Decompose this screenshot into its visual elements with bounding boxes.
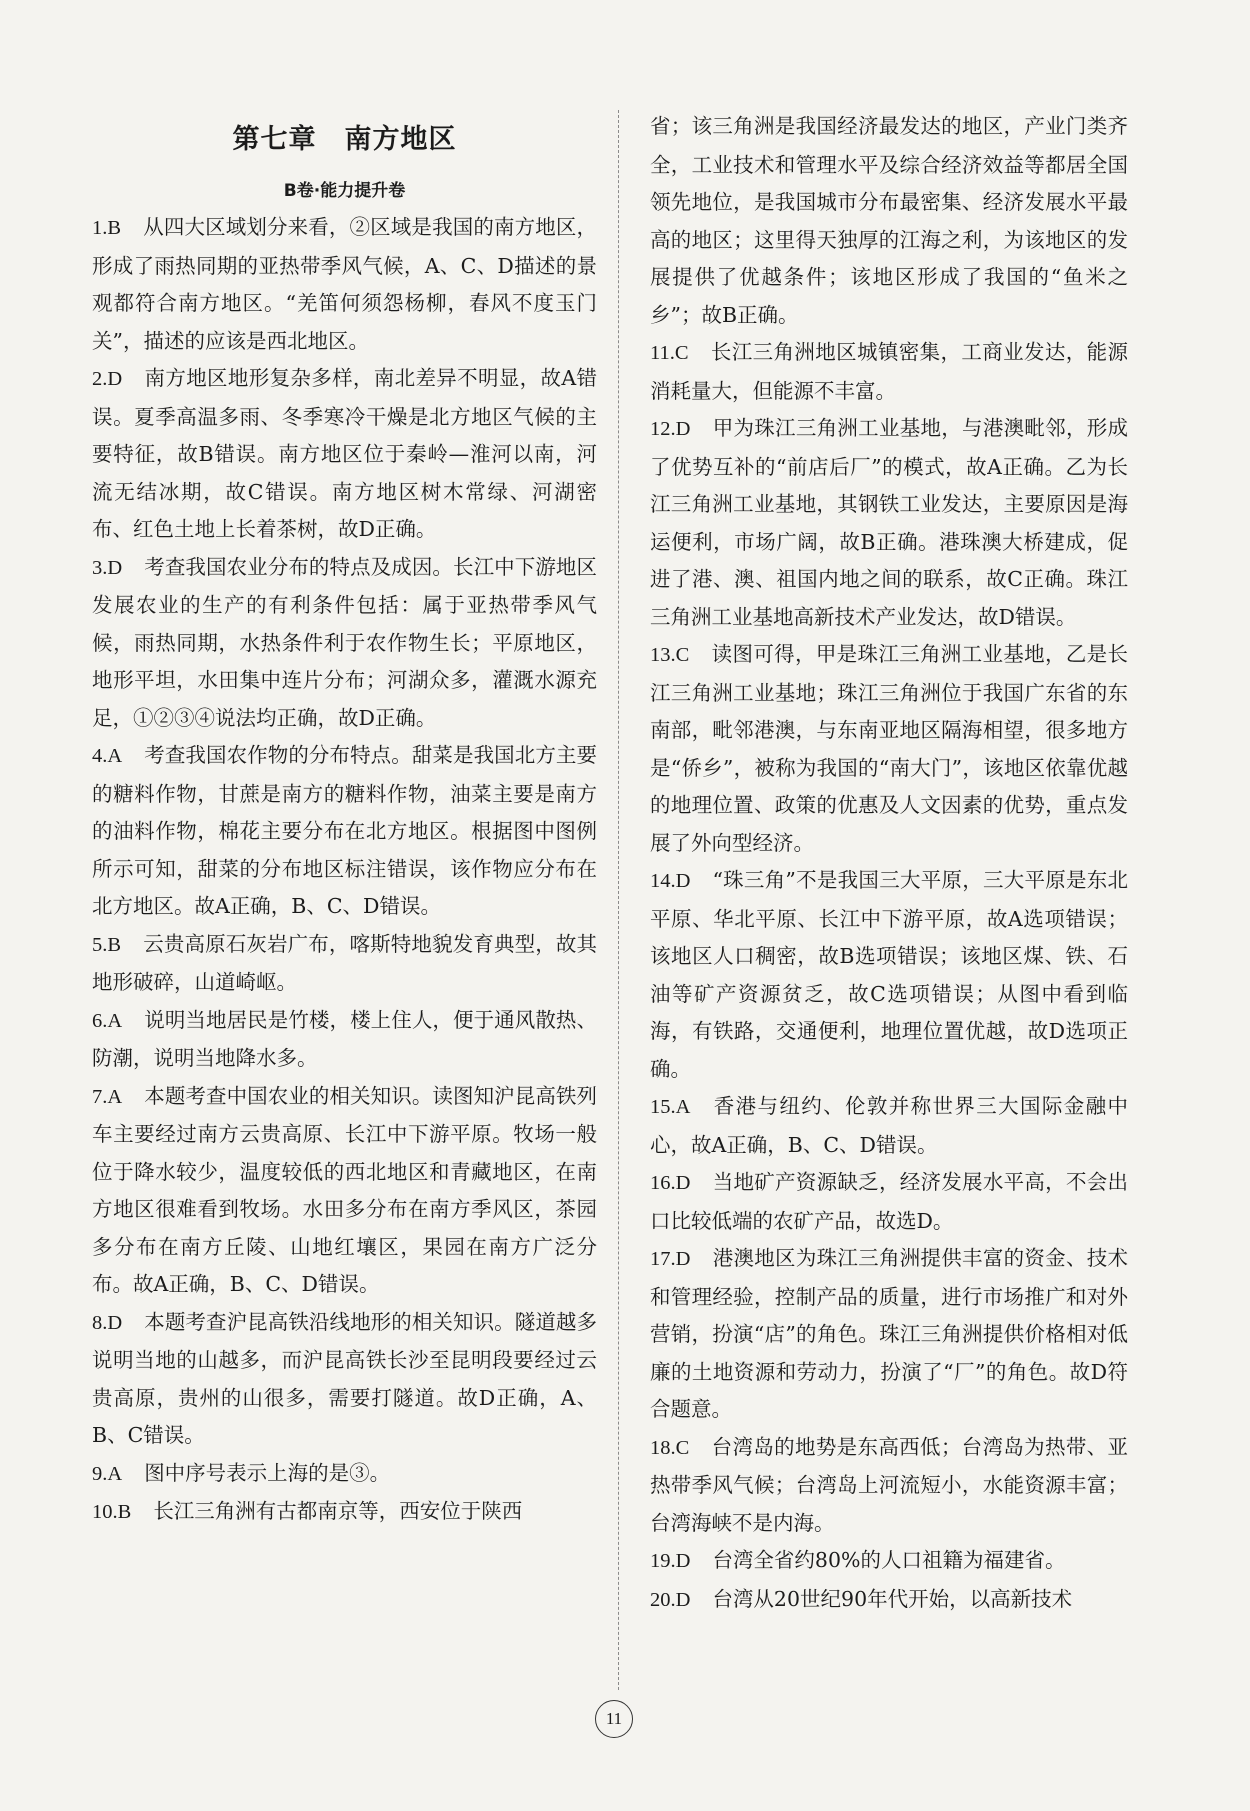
question-number: 17. xyxy=(650,1248,676,1270)
page-number: 11 xyxy=(595,1700,633,1738)
right-answer-list xyxy=(650,108,1128,1619)
explanation-text: “珠三角”不是我国三大平原，三大平原是东北平原、华北平原、长江中下游平原，故A选项错误；该地区人口稠密，故B选项错误；该地区煤、铁、石油等矿产资源贫乏，故C选项错误；从图中看到临海，有铁路，交通便利，地理位置优越，故D选项正确。 xyxy=(650,868,1128,1081)
answer-item xyxy=(650,410,1128,636)
answer-item xyxy=(92,209,597,360)
explanation-text: 台湾岛的地势是东高西低；台湾岛为热带、亚热带季风气候；台湾岛上河流短小，水能资源丰富；台湾海峡不是内海。 xyxy=(650,1434,1128,1535)
explanation-text: 香港与纽约、伦敦并称世界三大国际金融中心，故A正确，B、C、D错误。 xyxy=(650,1094,1128,1157)
explanation-text: 南方地区地形复杂多样，南北差异不明显，故A错误。夏季高温多雨、冬季寒冷干燥是北方地区气候的主要特征，故B错误。南方地区位于秦岭—淮河以南，河流无结冰期，故C错误。南方地区树木常绿、河湖密布、红色土地上长着茶树，故D正确。 xyxy=(92,366,597,541)
question-number: 2. xyxy=(92,368,108,390)
answer-item xyxy=(650,108,1128,334)
question-number: 12. xyxy=(650,418,676,440)
explanation-text: 当地矿产资源缺乏，经济发展水平高，不会出口比较低端的农矿产品，故选D。 xyxy=(650,1170,1128,1233)
answer-letter: A xyxy=(675,1096,691,1118)
left-answer-list xyxy=(92,209,597,1532)
question-number: 13. xyxy=(650,644,676,666)
question-number: 6. xyxy=(92,1009,108,1032)
explanation-text: 本题考查中国农业的相关知识。读图知沪昆高铁列车主要经过南方云贵高原、长江中下游平原。牧场一般位于降水较少，温度较低的西北地区和青藏地区，在南方地区很难看到牧场。水田多分布在南方季风区，茶园多分布在南方丘陵、山地红壤区，果园在南方广泛分布。故A正确，B、C、D错误。 xyxy=(92,1083,597,1296)
answer-letter: D xyxy=(675,418,691,440)
explanation-text: 港澳地区为珠江三角洲提供丰富的资金、技术和管理经验，控制产品的质量，进行市场推广和对外营销，扮演“店”的角色。珠江三角洲提供价格相对低廉的土地资源和劳动力，扮演了“厂”的角色。故D符合题意。 xyxy=(650,1246,1128,1421)
answer-letter: B xyxy=(107,933,122,956)
answer-item xyxy=(650,862,1128,1088)
answer-item xyxy=(650,334,1128,410)
question-number: 15. xyxy=(650,1096,676,1118)
explanation-text: 考查我国农作物的分布特点。甜菜是我国北方主要的糖料作物，甘蔗是南方的糖料作物，油菜主要是南方的油料作物，棉花主要分布在北方地区。根据图中图例所示可知，甜菜的分布地区标注错误，该作物应分布在北方地区。故A正确，B、C、D错误。 xyxy=(92,743,597,918)
answer-item xyxy=(92,737,597,926)
answer-item xyxy=(650,1088,1128,1164)
explanation-text: 省；该三角洲是我国经济最发达的地区，产业门类齐全，工业技术和管理水平及综合经济效益等都居全国领先地位，是我国城市分布最密集、经济发展水平最高的地区；这里得天独厚的江海之利，为该地区的发展提供了优越条件；该地区形成了我国的“鱼米之乡”；故B正确。 xyxy=(650,114,1128,327)
explanation-text: 台湾全省约80%的人口祖籍为福建省。 xyxy=(712,1548,1066,1572)
answer-letter: D xyxy=(675,1172,691,1194)
question-number: 10. xyxy=(92,1501,118,1523)
answer-letter: C xyxy=(675,1436,690,1459)
answer-letter: B xyxy=(107,217,122,239)
explanation-text: 甲为珠江三角洲工业基地，与港澳毗邻，形成了优势互补的“前店后厂”的模式，故A正确。乙为长江三角洲工业基地，其钢铁工业发达，主要原因是海运便利，市场广阔，故B正确。港珠澳大桥建成，促进了港、澳、祖国内地之间的联系，故C正确。珠江三角洲工业基地高新技术产业发达，故D错误。 xyxy=(650,416,1128,629)
answer-letter: D xyxy=(107,368,123,390)
explanation-text: 云贵高原石灰岩广布，喀斯特地貌发育典型，故其地形破碎，山道崎岖。 xyxy=(92,931,597,994)
question-number: 1. xyxy=(92,217,108,239)
question-number: 19. xyxy=(650,1550,676,1572)
question-number: 4. xyxy=(92,745,108,767)
column-divider xyxy=(618,110,619,1690)
answer-item xyxy=(650,1581,1128,1620)
explanation-text: 考查我国农业分布的特点及成因。长江中下游地区发展农业的生产的有利条件包括：属于亚热带季风气候，雨热同期，水热条件利于农作物生长；平原地区，地形平坦，水田集中连片分布；河湖众多，灌溉水源充足，①②③④说法均正确，故D正确。 xyxy=(92,554,597,730)
question-number: 5. xyxy=(92,933,108,956)
answer-item xyxy=(92,1493,597,1532)
right-column xyxy=(650,108,1128,1619)
answer-letter: D xyxy=(675,1248,691,1270)
question-number: 11. xyxy=(650,342,675,364)
answer-letter: A xyxy=(107,745,123,767)
question-number: 3. xyxy=(92,556,108,579)
answer-item xyxy=(650,636,1128,862)
answer-letter: C xyxy=(674,342,689,364)
answer-item xyxy=(92,549,597,738)
answer-item xyxy=(650,1429,1128,1543)
question-number: 7. xyxy=(92,1085,108,1108)
question-number: 18. xyxy=(650,1436,676,1459)
answer-letter: A xyxy=(107,1462,123,1485)
explanation-text: 长江三角洲地区城镇密集，工商业发达，能源消耗量大，但能源不丰富。 xyxy=(650,340,1128,403)
explanation-text: 台湾从20世纪90年代开始，以高新技术 xyxy=(712,1586,1073,1611)
left-column xyxy=(92,105,597,1532)
explanation-text: 从四大区域划分来看，②区域是我国的南方地区，形成了雨热同期的亚热带季风气候，A、C、D描述的景观都符合南方地区。“羌笛何须怨杨柳，春风不度玉门关”，描述的应该是西北地区。 xyxy=(92,215,597,353)
chapter-title: 第七章 南方地区 xyxy=(232,124,457,155)
answer-item xyxy=(92,1078,597,1304)
section-title: B卷·能力提升卷 xyxy=(283,181,406,201)
answer-item xyxy=(650,1240,1128,1429)
answer-item xyxy=(92,926,597,1002)
question-number: 16. xyxy=(650,1172,676,1194)
answer-letter: D xyxy=(675,1550,691,1572)
explanation-text: 说明当地居民是竹楼，楼上住人，便于通风散热、防潮，说明当地降水多。 xyxy=(92,1007,597,1070)
question-number: 14. xyxy=(650,870,676,892)
answer-letter: C xyxy=(675,644,690,666)
explanation-text: 读图可得，甲是珠江三角洲工业基地，乙是长江三角洲工业基地；珠江三角洲位于我国广东省的东南部，毗邻港澳，与东南亚地区隔海相望，很多地方是“侨乡”，被称为我国的“南大门”，该地区依靠优越的地理位置、政策的优惠及人文因素的优势，重点发展了外向型经济。 xyxy=(650,642,1128,855)
question-number: 20. xyxy=(650,1588,676,1611)
answer-letter: B xyxy=(117,1501,132,1523)
answer-letter: D xyxy=(675,1588,691,1611)
question-number: 9. xyxy=(92,1462,108,1485)
answer-item xyxy=(92,1304,597,1455)
question-number: 8. xyxy=(92,1311,108,1334)
answer-item xyxy=(92,360,597,549)
answer-letter: A xyxy=(107,1085,123,1108)
explanation-text: 本题考查沪昆高铁沿线地形的相关知识。隧道越多说明当地的山越多，而沪昆高铁长沙至昆明段要经过云贵高原，贵州的山很多，需要打隧道。故D正确，A、B、C错误。 xyxy=(92,1309,597,1447)
answer-item xyxy=(92,1455,597,1494)
answer-item xyxy=(650,1164,1128,1240)
explanation-text: 图中序号表示上海的是③。 xyxy=(144,1460,391,1485)
explanation-text: 长江三角洲有古都南京等，西安位于陕西 xyxy=(153,1499,523,1523)
answer-letter: D xyxy=(107,556,123,579)
answer-item xyxy=(650,1542,1128,1581)
answer-item xyxy=(92,1002,597,1078)
answer-letter: D xyxy=(675,870,691,892)
answer-letter: D xyxy=(107,1311,123,1334)
answer-letter: A xyxy=(107,1009,123,1032)
